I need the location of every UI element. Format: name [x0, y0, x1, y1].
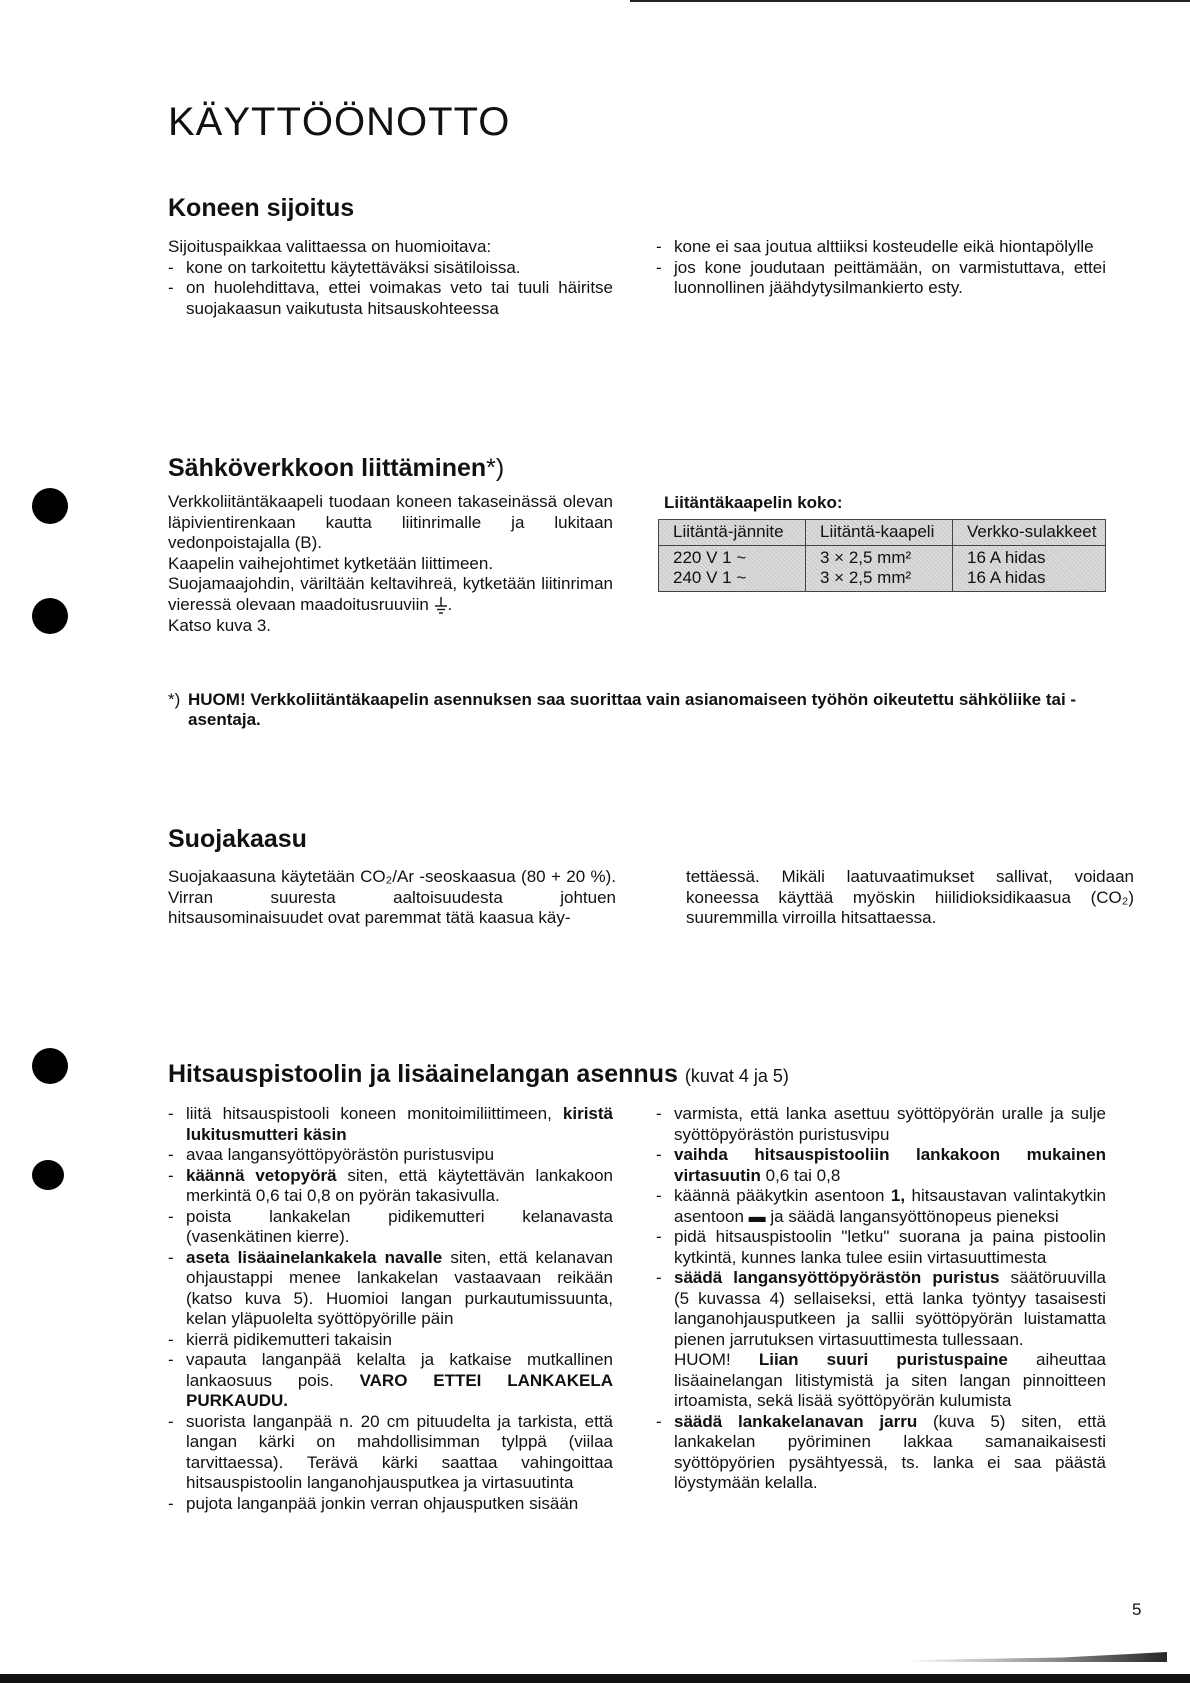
- scan-smear: [905, 1652, 1167, 1662]
- ground-symbol-icon: [434, 596, 448, 616]
- list-item: - jos kone joudutaan peittämään, on varmistuttava, ettei luonnollinen jäähdytysilmankierto esty.: [656, 257, 1106, 297]
- table-cell: 3 × 2,5 mm² 3 × 2,5 mm²: [806, 546, 953, 592]
- list-item: - kone on tarkoitettu käytettäväksi sisätiloissa.: [168, 257, 521, 277]
- figure-reference: (kuvat 4 ja 5): [684, 1066, 789, 1086]
- binder-hole: [32, 488, 68, 524]
- mains-text: Verkkoliitäntäkaapeli tuodaan koneen takaseinässä olevan läpivientirenkaan kautta liitinrimalle ja lukitaan vedonpoistajalla (B). Kaapelin vaihejohtimet kytketään liittimeen. Suojamaajohdin, väriltään keltavihreä, kytketään liitinriman vieressä olevaan maadoitusruuviin . Katso kuva 3.: [168, 492, 613, 635]
- list-item: - liitä hitsauspistooli koneen monitoimiliittimeen, kiristä lukitusmutteri käsin: [168, 1104, 613, 1144]
- placement-right-column: [656, 237, 1106, 299]
- list-item: - käännä vetopyörä siten, että käytettävän lankakoon merkintä 0,6 tai 0,8 on pyörän takasivulla.: [168, 1165, 614, 1205]
- list-item: - varmista, että lanka asettuu syöttöpyörän uralle ja sulje syöttöpyörästön puristusvipu: [656, 1104, 1106, 1144]
- table-header-row: [659, 520, 1106, 546]
- list-item: - pidä hitsauspistoolin "letku" suorana ja paina pistoolin kytkintä, kunnes lanka tulee esiin virtasuuttimesta: [656, 1227, 1106, 1267]
- list-item: - vaihda hitsauspistooliin lankakoon mukainen virtasuutin 0,6 tai 0,8: [656, 1145, 1106, 1185]
- list-item: - on huolehdittava, ettei voimakas veto tai tuuli häiritse suojakaasun vaikutusta hitsauskohteessa: [168, 278, 613, 318]
- list-item: - säädä lankakelanavan jarru (kuva 5) siten, että lankakelan pyöriminen lakkaa samanaikaisesti syöttöpyörien pysähtyessä, ts. lanka ei saa päästä löystymään kelalla.: [656, 1411, 1106, 1492]
- torch-right-column: [656, 1104, 1106, 1494]
- list-item: - säädä langansyöttöpyörästön puristus säätöruuvilla (5 kuvassa 4) sellaiseksi, että lanka työntyy tasaisesti langanohjausputkeen ja sallii syöttöpyörän luistamatta pienen jarrutuksen virtasuuttimesta tullessaan.: [656, 1268, 1106, 1349]
- list-item: - pujota langanpää jonkin verran ohjausputken sisään: [168, 1493, 579, 1513]
- footnote-mark: *): [486, 454, 505, 482]
- list-item: - poista lankakelan pidikemutteri kelanavasta (vasenkätinen kierre).: [168, 1206, 613, 1246]
- bottom-edge-line: [0, 1674, 1190, 1683]
- table-header-cell: Liitäntä-jännite: [659, 520, 806, 546]
- gas-heading: Suojakaasu: [168, 825, 307, 853]
- placement-heading: Koneen sijoitus: [168, 194, 355, 222]
- page-title: KÄYTTÖÖNOTTO: [168, 100, 511, 144]
- top-edge-line: [630, 0, 1190, 2]
- torch-heading: Hitsauspistoolin ja lisäainelangan asennus (kuvat 4 ja 5): [168, 1060, 789, 1088]
- binder-hole: [32, 1160, 64, 1190]
- page-number: 5: [1132, 1600, 1142, 1619]
- placement-left-column: [168, 237, 613, 319]
- footnote-mark: *): [168, 690, 181, 709]
- mains-heading: Sähköverkkoon liittäminen*): [168, 454, 505, 482]
- binder-hole: [32, 1048, 68, 1084]
- list-item: - avaa langansyöttöpyörästön puristusvipu: [168, 1145, 495, 1164]
- table-row: [659, 546, 1106, 592]
- note-text: HUOM! Verkkoliitäntäkaapelin asennuksen saa suorittaa vain asianomaiseen työhön oikeutettu sähköliike tai -asentaja.: [188, 690, 1077, 729]
- table-cell: 16 A hidas 16 A hidas: [953, 546, 1106, 592]
- table-cell: 220 V 1 ~ 240 V 1 ~: [659, 546, 806, 592]
- table-header-cell: Liitäntä-kaapeli: [806, 520, 953, 546]
- torch-left-column: [168, 1104, 613, 1514]
- pressure-warning: HUOM! Liian suuri puristuspaine aiheuttaa lisäainelangan litistymistä ja siten langan pinnoitteen irtoamista, sekä lisää syöttöpyörän kulumista: [674, 1350, 1106, 1410]
- list-item: - käännä pääkytkin asentoon 1, hitsaustavan valintakytkin asentoon ▬ ja säädä langansyöttönopeus pieneksi: [656, 1186, 1106, 1226]
- installation-note: [168, 690, 1103, 730]
- cable-size-table: [658, 519, 1106, 592]
- table-label: Liitäntäkaapelin koko:: [664, 493, 843, 512]
- list-item: - aseta lisäainelankakela navalle siten, että kelanavan ohjaustappi menee lankakelan vastaavaan reikään (katso kuva 5). Huomioi langan purkautumissuunta, kelan yläpuolelta syöttöpyörille päin: [168, 1247, 613, 1328]
- list-item: - kone ei saa joutua alttiiksi kosteudelle eikä hiontapölylle: [656, 237, 1094, 256]
- placement-intro: Sijoituspaikkaa valittaessa on huomioitava:: [168, 237, 492, 256]
- gas-right-text: tettäessä. Mikäli laatuvaatimukset sallivat, voidaan koneessa käyttää myöskin hiilidioksidikaasua (CO₂) suuremmilla virroilla hitsattaessa.: [686, 867, 1134, 927]
- binder-hole: [32, 598, 68, 634]
- list-item: - kierrä pidikemutteri takaisin: [168, 1329, 392, 1349]
- list-item: - suorista langanpää n. 20 cm pituudelta ja tarkista, että langan kärki on mahdollisimman tylppä (viilaa tarvittaessa). Terävä kärki saattaa vahingoittaa hitsauspistoolin langanohjausputkea ja virtasuutinta: [168, 1411, 613, 1492]
- list-item: - vapauta langanpää kelalta ja katkaise mutkallinen lankaosuus pois. VARO ETTEI LANKAKELA PURKAUDU.: [168, 1350, 613, 1410]
- gas-left-text: Suojakaasuna käytetään CO₂/Ar -seoskaasua (80 + 20 %). Virran suuresta aaltoisuudesta johtuen hitsausominaisuudet ovat paremmat tätä kaasua käy-: [168, 867, 616, 927]
- table-header-cell: Verkko-sulakkeet: [953, 520, 1106, 546]
